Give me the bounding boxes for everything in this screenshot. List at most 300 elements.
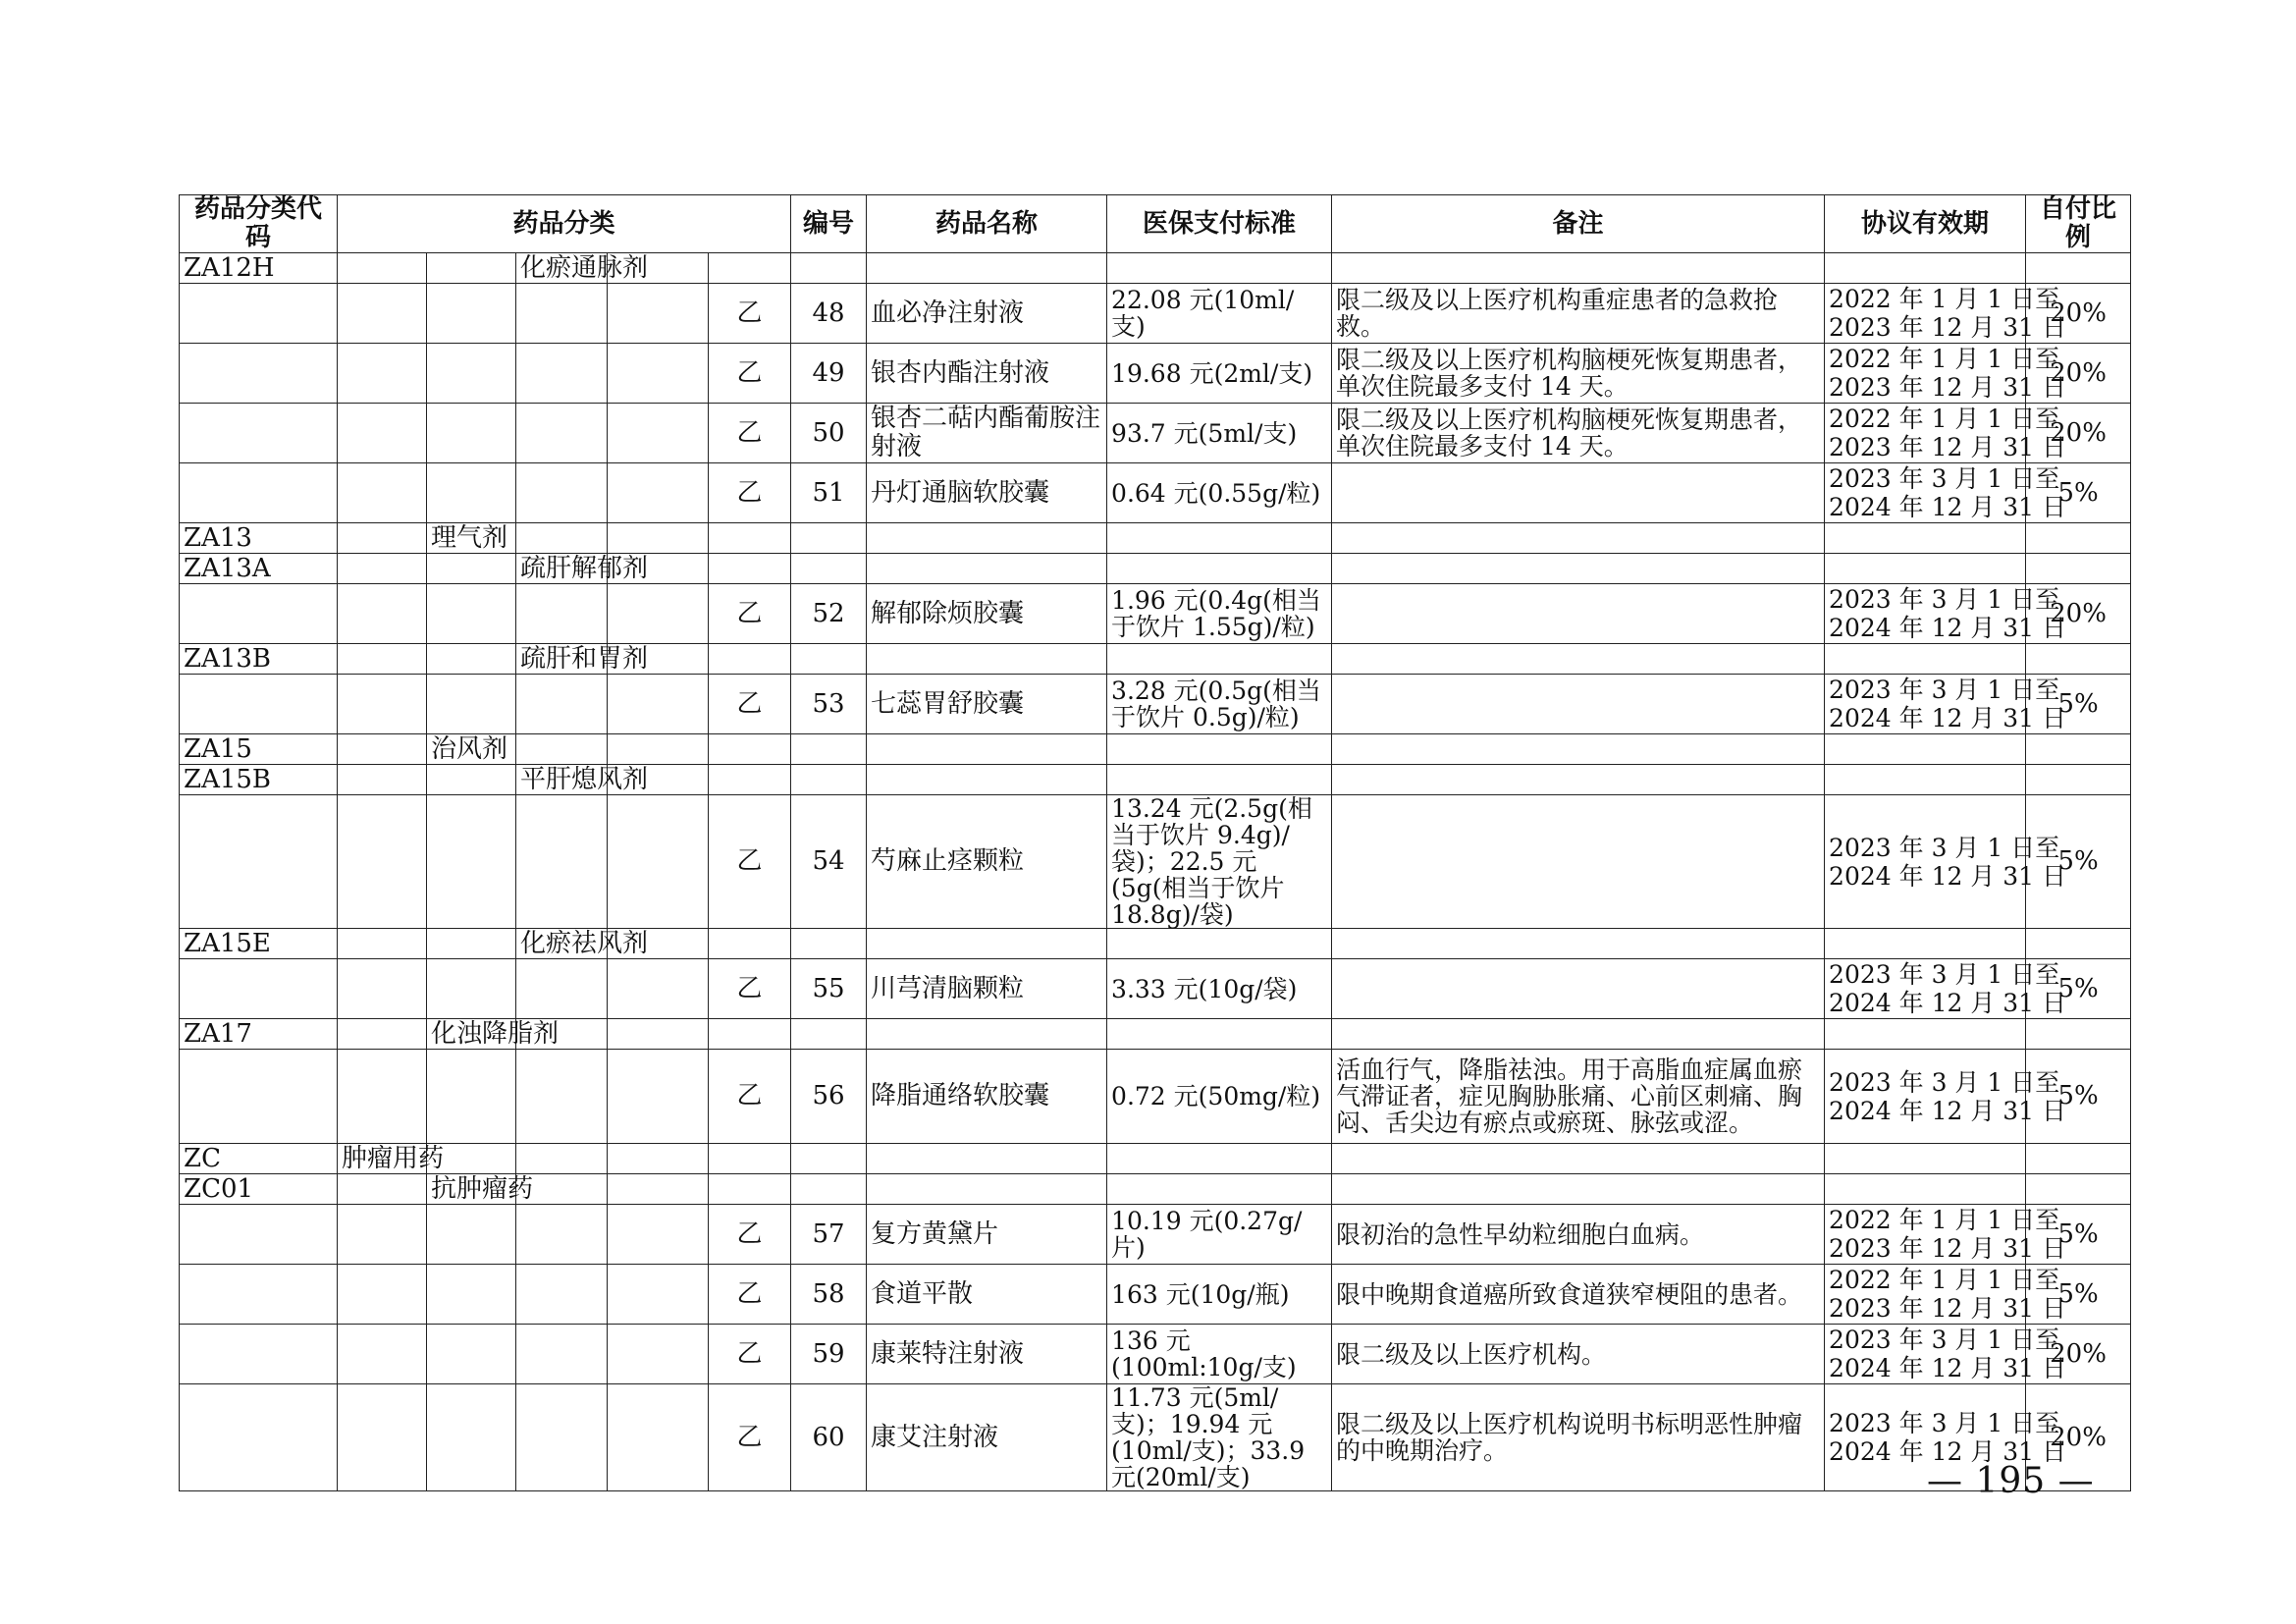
self-pay-ratio: 20% — [2026, 584, 2131, 644]
category-level-cell — [338, 929, 427, 959]
period-to: 2024 年 12 月 31 日 — [1829, 989, 2067, 1017]
self-pay-ratio: 20% — [2026, 344, 2131, 404]
category-row — [180, 929, 2131, 959]
payment-standard: 0.72 元(50mg/粒) — [1107, 1050, 1332, 1144]
self-pay-ratio: 20% — [2026, 1325, 2131, 1384]
empty-cell — [1107, 929, 1332, 959]
empty-level-cell — [608, 959, 709, 1019]
empty-level-cell — [608, 1205, 709, 1265]
self-pay-ratio: 5% — [2026, 463, 2131, 523]
period-to: 2024 年 12 月 31 日 — [1829, 614, 2067, 642]
empty-level-cell — [427, 404, 516, 463]
empty-level-cell — [608, 1050, 709, 1144]
category-level-cell — [608, 734, 709, 765]
empty-cell — [1825, 554, 2026, 584]
empty-cell — [867, 765, 1107, 795]
category-code: ZC01 — [180, 1174, 338, 1205]
empty-cell — [791, 523, 867, 554]
empty-cell — [1332, 523, 1825, 554]
empty-level-cell — [516, 463, 608, 523]
drug-name: 康莱特注射液 — [867, 1325, 1107, 1384]
period-from: 2023 年 3 月 1 日至 — [1829, 1326, 2060, 1354]
empty-cell — [1332, 554, 1825, 584]
remark — [1332, 584, 1825, 644]
agreement-period — [1825, 404, 2067, 463]
category-label: 肿瘤用药 — [342, 1143, 445, 1173]
drug-name: 解郁除烦胶囊 — [867, 584, 1107, 644]
category-level-cell — [427, 929, 516, 959]
category-row — [180, 1019, 2131, 1050]
category-level-cell — [338, 523, 427, 554]
empty-level-cell — [338, 1325, 427, 1384]
empty-cell — [1107, 1019, 1332, 1050]
empty-cell — [1332, 644, 1825, 675]
empty-level-cell — [608, 1325, 709, 1384]
empty-cell — [1332, 929, 1825, 959]
remark — [1332, 675, 1825, 734]
empty-level-cell — [516, 404, 608, 463]
empty-cell — [1332, 734, 1825, 765]
empty-level-cell — [427, 1050, 516, 1144]
drug-name: 芍麻止痉颗粒 — [867, 795, 1107, 929]
empty-cell — [1107, 644, 1332, 675]
empty-cell — [791, 554, 867, 584]
category-level-cell — [338, 1019, 427, 1050]
empty-code-cell — [180, 584, 338, 644]
drug-row — [180, 1050, 2131, 1144]
drug-name: 丹灯通脑软胶囊 — [867, 463, 1107, 523]
drug-number: 50 — [791, 404, 867, 463]
empty-cell — [791, 1144, 867, 1174]
category-level-cell — [427, 734, 516, 765]
category-level-cell — [338, 1174, 427, 1205]
category-level-cell — [427, 1018, 560, 1050]
drug-number: 49 — [791, 344, 867, 404]
empty-cell — [867, 253, 1107, 284]
empty-cell — [2026, 1174, 2131, 1205]
drug-name: 血必净注射液 — [867, 284, 1107, 344]
empty-code-cell — [180, 284, 338, 344]
empty-level-cell — [608, 404, 709, 463]
period-to: 2023 年 12 月 31 日 — [1829, 1294, 2067, 1323]
period-from: 2023 年 3 月 1 日至 — [1829, 676, 2060, 704]
period-to: 2024 年 12 月 31 日 — [1829, 704, 2067, 732]
empty-cell — [2026, 734, 2131, 765]
empty-level-cell — [427, 344, 516, 404]
drug-number: 59 — [791, 1325, 867, 1384]
category-code: ZA13A — [180, 554, 338, 584]
category-level-cell — [427, 765, 516, 795]
category-level-cell — [709, 1144, 791, 1174]
header-number: 编号 — [791, 195, 867, 253]
empty-level-cell — [516, 1265, 608, 1325]
empty-cell — [867, 734, 1107, 765]
empty-code-cell — [180, 1205, 338, 1265]
header-name: 药品名称 — [867, 195, 1107, 253]
drug-type: 乙 — [709, 404, 791, 463]
category-level-cell — [338, 253, 427, 284]
period-to: 2023 年 12 月 31 日 — [1829, 1234, 2067, 1263]
empty-cell — [1825, 1144, 2026, 1174]
category-level-cell — [338, 554, 427, 584]
drug-name: 七蕊胃舒胶囊 — [867, 675, 1107, 734]
drug-row — [180, 584, 2131, 644]
empty-level-cell — [338, 463, 427, 523]
empty-level-cell — [608, 463, 709, 523]
period-from: 2023 年 3 月 1 日至 — [1829, 464, 2060, 493]
empty-level-cell — [338, 584, 427, 644]
remark: 限二级及以上医疗机构说明书标明恶性肿瘤的中晚期治疗。 — [1332, 1384, 1825, 1491]
category-level-cell — [338, 765, 427, 795]
category-row — [180, 253, 2131, 284]
empty-cell — [1825, 1019, 2026, 1050]
period-from: 2022 年 1 月 1 日至 — [1829, 1206, 2060, 1234]
empty-level-cell — [427, 1384, 516, 1491]
payment-standard: 10.19 元(0.27g/片) — [1107, 1205, 1332, 1265]
category-level-cell — [427, 644, 516, 675]
self-pay-ratio: 5% — [2026, 1205, 2131, 1265]
period-to: 2024 年 12 月 31 日 — [1829, 1354, 2067, 1382]
empty-cell — [867, 1144, 1107, 1174]
agreement-period — [1825, 1205, 2067, 1265]
remark: 限初治的急性早幼粒细胞白血病。 — [1332, 1205, 1825, 1265]
category-label: 化浊降脂剂 — [431, 1018, 560, 1049]
drug-type: 乙 — [709, 344, 791, 404]
empty-cell — [2026, 554, 2131, 584]
category-label: 化瘀通脉剂 — [520, 252, 649, 283]
remark: 限二级及以上医疗机构脑梗死恢复期患者，单次住院最多支付 14 天。 — [1332, 404, 1825, 463]
self-pay-ratio: 5% — [2026, 675, 2131, 734]
drug-type: 乙 — [709, 1050, 791, 1144]
empty-level-cell — [427, 1205, 516, 1265]
period-from: 2023 年 3 月 1 日至 — [1829, 1067, 2060, 1097]
empty-code-cell — [180, 1325, 338, 1384]
empty-code-cell — [180, 675, 338, 734]
empty-level-cell — [608, 344, 709, 404]
empty-cell — [2026, 1144, 2131, 1174]
empty-cell — [1825, 734, 2026, 765]
empty-level-cell — [338, 959, 427, 1019]
category-row — [180, 765, 2131, 795]
empty-level-cell — [516, 1384, 608, 1491]
category-code: ZA13 — [180, 523, 338, 554]
empty-cell — [791, 644, 867, 675]
agreement-period — [1825, 1325, 2067, 1384]
self-pay-ratio: 5% — [2026, 1265, 2131, 1325]
category-code: ZA15B — [180, 765, 338, 795]
drug-row — [180, 404, 2131, 463]
empty-cell — [2026, 523, 2131, 554]
empty-cell — [1825, 523, 2026, 554]
empty-cell — [1825, 253, 2026, 284]
empty-cell — [1825, 765, 2026, 795]
category-code: ZA15E — [180, 929, 338, 959]
drug-row — [180, 675, 2131, 734]
category-level-cell — [516, 252, 649, 284]
period-to: 2024 年 12 月 31 日 — [1829, 1437, 2067, 1466]
category-level-cell — [709, 554, 791, 584]
empty-cell — [791, 929, 867, 959]
drug-name: 康艾注射液 — [867, 1384, 1107, 1491]
empty-level-cell — [608, 795, 709, 929]
empty-cell — [791, 253, 867, 284]
payment-standard: 3.28 元(0.5g(相当于饮片 0.5g)/粒) — [1107, 675, 1332, 734]
drug-number: 48 — [791, 284, 867, 344]
category-level-cell — [709, 523, 791, 554]
empty-level-cell — [608, 1265, 709, 1325]
empty-cell — [1107, 734, 1332, 765]
drug-type: 乙 — [709, 1265, 791, 1325]
drug-row — [180, 959, 2131, 1019]
period-to: 2023 年 12 月 31 日 — [1829, 373, 2067, 402]
drug-type: 乙 — [709, 463, 791, 523]
empty-level-cell — [427, 284, 516, 344]
table-body — [180, 253, 2131, 1491]
empty-level-cell — [516, 1205, 608, 1265]
category-level-cell — [709, 644, 791, 675]
period-from: 2022 年 1 月 1 日至 — [1829, 285, 2060, 313]
empty-cell — [1107, 1174, 1332, 1205]
empty-level-cell — [338, 344, 427, 404]
remark — [1332, 463, 1825, 523]
empty-level-cell — [427, 795, 516, 929]
category-label: 抗肿瘤药 — [431, 1173, 534, 1204]
drug-row — [180, 1205, 2131, 1265]
empty-level-cell — [608, 284, 709, 344]
empty-cell — [1332, 765, 1825, 795]
category-row — [180, 523, 2131, 554]
category-row — [180, 734, 2131, 765]
payment-standard: 1.96 元(0.4g(相当于饮片 1.55g)/粒) — [1107, 584, 1332, 644]
empty-cell — [1332, 1144, 1825, 1174]
drug-number: 54 — [791, 795, 867, 929]
empty-level-cell — [608, 584, 709, 644]
category-level-cell — [516, 553, 649, 584]
empty-cell — [867, 1174, 1107, 1205]
empty-level-cell — [338, 1265, 427, 1325]
category-level-cell — [709, 929, 791, 959]
self-pay-ratio: 20% — [2026, 1384, 2131, 1491]
category-level-cell — [516, 764, 649, 795]
empty-code-cell — [180, 795, 338, 929]
empty-cell — [791, 765, 867, 795]
period-from: 2022 年 1 月 1 日至 — [1829, 1266, 2060, 1294]
category-level-cell — [338, 734, 427, 765]
category-level-cell — [709, 734, 791, 765]
category-label: 理气剂 — [431, 522, 508, 553]
agreement-period — [1825, 344, 2067, 404]
agreement-period — [1825, 959, 2067, 1019]
category-label: 治风剂 — [431, 733, 508, 764]
empty-cell — [1107, 554, 1332, 584]
drug-name: 食道平散 — [867, 1265, 1107, 1325]
drug-row — [180, 1265, 2131, 1325]
category-code: ZC — [180, 1144, 338, 1174]
agreement-period — [1825, 284, 2067, 344]
drug-row — [180, 1325, 2131, 1384]
category-level-cell — [338, 644, 427, 675]
empty-level-cell — [516, 795, 608, 929]
category-level-cell — [709, 253, 791, 284]
category-code: ZA15 — [180, 734, 338, 765]
category-level-cell — [608, 1144, 709, 1174]
remark — [1332, 795, 1825, 929]
category-code: ZA13B — [180, 644, 338, 675]
category-level-cell — [516, 928, 649, 959]
empty-level-cell — [338, 1050, 427, 1144]
empty-level-cell — [338, 675, 427, 734]
remark: 限中晚期食道癌所致食道狭窄梗阻的患者。 — [1332, 1265, 1825, 1325]
drug-list-table — [179, 194, 2131, 1491]
empty-cell — [2026, 765, 2131, 795]
drug-number: 53 — [791, 675, 867, 734]
category-code: ZA12H — [180, 253, 338, 284]
empty-level-cell — [516, 344, 608, 404]
payment-standard: 163 元(10g/瓶) — [1107, 1265, 1332, 1325]
header-standard: 医保支付标准 — [1107, 195, 1332, 253]
period-to: 2023 年 12 月 31 日 — [1829, 313, 2067, 342]
category-level-cell — [608, 523, 709, 554]
drug-number: 60 — [791, 1384, 867, 1491]
drug-type: 乙 — [709, 1325, 791, 1384]
category-level-cell — [709, 1174, 791, 1205]
empty-code-cell — [180, 1050, 338, 1144]
drug-name: 复方黄黛片 — [867, 1205, 1107, 1265]
category-level-cell — [427, 554, 516, 584]
empty-cell — [1107, 253, 1332, 284]
category-level-cell — [516, 734, 608, 765]
category-label: 化瘀祛风剂 — [520, 928, 649, 958]
table-header-row — [180, 195, 2131, 253]
category-level-cell — [427, 523, 516, 554]
drug-row — [180, 463, 2131, 523]
drug-name: 川芎清脑颗粒 — [867, 959, 1107, 1019]
remark: 活血行气，降脂祛浊。用于高脂血症属血瘀气滞证者，症见胸胁胀痛、心前区刺痛、胸闷、舌尖边有瘀点或瘀斑、脉弦或涩。 — [1332, 1050, 1825, 1144]
category-level-cell — [516, 643, 649, 675]
payment-standard: 0.64 元(0.55g/粒) — [1107, 463, 1332, 523]
period-from: 2022 年 1 月 1 日至 — [1829, 405, 2060, 433]
payment-standard: 22.08 元(10ml/支) — [1107, 284, 1332, 344]
empty-level-cell — [427, 1265, 516, 1325]
category-level-cell — [608, 1174, 709, 1205]
empty-level-cell — [516, 584, 608, 644]
empty-code-cell — [180, 1265, 338, 1325]
category-level-cell — [608, 1019, 709, 1050]
category-row — [180, 1174, 2131, 1205]
period-from: 2023 年 3 月 1 日至 — [1829, 833, 2060, 862]
empty-level-cell — [338, 1205, 427, 1265]
empty-cell — [867, 554, 1107, 584]
header-code: 药品分类代码 — [180, 195, 338, 253]
category-row — [180, 554, 2131, 584]
agreement-period — [1825, 1265, 2067, 1325]
empty-cell — [1825, 929, 2026, 959]
drug-type: 乙 — [709, 675, 791, 734]
drug-name: 降脂通络软胶囊 — [867, 1050, 1107, 1144]
period-to: 2024 年 12 月 31 日 — [1829, 493, 2067, 521]
drug-number: 58 — [791, 1265, 867, 1325]
empty-level-cell — [608, 1384, 709, 1491]
empty-level-cell — [338, 404, 427, 463]
remark — [1332, 959, 1825, 1019]
drug-row — [180, 1384, 2131, 1491]
empty-level-cell — [516, 959, 608, 1019]
empty-code-cell — [180, 1384, 338, 1491]
empty-cell — [791, 734, 867, 765]
empty-cell — [1332, 253, 1825, 284]
drug-number: 56 — [791, 1050, 867, 1144]
empty-cell — [791, 1174, 867, 1205]
empty-cell — [2026, 253, 2131, 284]
payment-standard: 93.7 元(5ml/支) — [1107, 404, 1332, 463]
category-label: 平肝熄风剂 — [520, 764, 649, 794]
category-label: 疏肝和胃剂 — [520, 643, 649, 674]
empty-cell — [867, 929, 1107, 959]
remark: 限二级及以上医疗机构脑梗死恢复期患者，单次住院最多支付 14 天。 — [1332, 344, 1825, 404]
empty-level-cell — [608, 675, 709, 734]
drug-row — [180, 795, 2131, 929]
self-pay-ratio: 20% — [2026, 284, 2131, 344]
drug-type: 乙 — [709, 584, 791, 644]
empty-cell — [1107, 523, 1332, 554]
drug-row — [180, 284, 2131, 344]
period-from: 2023 年 3 月 1 日至 — [1829, 1409, 2060, 1437]
category-level-cell — [427, 1173, 534, 1205]
header-period: 协议有效期 — [1825, 195, 2026, 253]
category-level-cell — [709, 1019, 791, 1050]
drug-type: 乙 — [709, 284, 791, 344]
empty-level-cell — [427, 675, 516, 734]
period-from: 2022 年 1 月 1 日至 — [1829, 345, 2060, 373]
empty-cell — [867, 1019, 1107, 1050]
header-category: 药品分类 — [338, 195, 791, 253]
agreement-period — [1825, 463, 2067, 523]
period-to: 2024 年 12 月 31 日 — [1829, 1096, 2067, 1125]
empty-cell — [2026, 929, 2131, 959]
empty-cell — [867, 644, 1107, 675]
empty-cell — [867, 523, 1107, 554]
drug-name: 银杏二萜内酯葡胺注射液 — [867, 404, 1107, 463]
self-pay-ratio: 20% — [2026, 404, 2131, 463]
drug-type: 乙 — [709, 959, 791, 1019]
remark: 限二级及以上医疗机构。 — [1332, 1325, 1825, 1384]
drug-type: 乙 — [709, 1205, 791, 1265]
empty-code-cell — [180, 959, 338, 1019]
agreement-period — [1825, 675, 2067, 734]
empty-level-cell — [516, 284, 608, 344]
drug-name: 银杏内酯注射液 — [867, 344, 1107, 404]
self-pay-ratio: 5% — [2026, 1050, 2131, 1144]
empty-cell — [1332, 1174, 1825, 1205]
remark: 限二级及以上医疗机构重症患者的急救抢救。 — [1332, 284, 1825, 344]
category-row — [180, 1144, 2131, 1174]
category-level-cell — [338, 1143, 445, 1174]
category-level-cell — [516, 1144, 608, 1174]
payment-standard: 3.33 元(10g/袋) — [1107, 959, 1332, 1019]
empty-level-cell — [338, 795, 427, 929]
empty-code-cell — [180, 404, 338, 463]
payment-standard: 11.73 元(5ml/支)；19.94 元(10ml/支)；33.9 元(20ml/支) — [1107, 1384, 1332, 1491]
agreement-period — [1825, 795, 2067, 929]
period-from: 2023 年 3 月 1 日至 — [1829, 960, 2060, 989]
drug-type: 乙 — [709, 795, 791, 929]
payment-standard: 19.68 元(2ml/支) — [1107, 344, 1332, 404]
header-ratio: 自付比例 — [2026, 195, 2131, 253]
drug-number: 55 — [791, 959, 867, 1019]
empty-level-cell — [427, 584, 516, 644]
self-pay-ratio: 5% — [2026, 795, 2131, 929]
empty-level-cell — [427, 1325, 516, 1384]
